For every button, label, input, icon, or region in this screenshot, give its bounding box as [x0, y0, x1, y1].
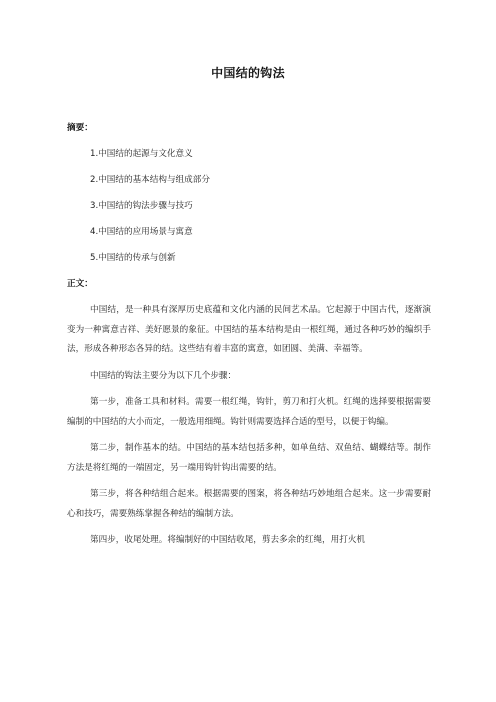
body-paragraph: 中国结，是一种具有深厚历史底蕴和文化内涵的民间艺术品。它起源于中国古代，逐渐演变为一种寓意吉祥、美好愿景的象征。中国结的基本结构是由一根红绳，通过各种巧妙的编织手法，形成各种形态各异的结。这些结有着丰富的寓意，如团圆、美满、幸福等。 [67, 305, 431, 354]
body-paragraph: 中国结的钩法主要分为以下几个步骤： [90, 370, 237, 381]
outline-item: 3.中国结的钩法步骤与技巧 [90, 201, 193, 211]
outline-item: 5.中国结的传承与创新 [90, 253, 176, 263]
body-label: 正文： [67, 279, 93, 289]
outline-item: 1.中国结的起源与文化意义 [90, 149, 193, 159]
body-paragraph: 第三步，将各种结组合起来。根据需要的图案，将各种结巧妙地组合起来。这一步需要耐心和技巧，需要熟练掌握各种结的编制方法。 [67, 489, 431, 519]
body-paragraph: 第一步，准备工具和材料。需要一根红绳，钩针，剪刀和打火机。红绳的选择要根据需要编制的中国结的大小而定，一般选用细绳。钩针则需要选择合适的型号，以便于钩编。 [67, 397, 431, 427]
outline-item: 2.中国结的基本结构与组成部分 [90, 175, 210, 185]
document-content [67, 119, 431, 558]
document-title: 中国结的钩法 [211, 66, 285, 80]
outline-list [67, 145, 431, 267]
abstract-label: 摘要： [67, 123, 93, 133]
body-paragraph: 第二步，制作基本的结。中国结的基本结包括多种，如单鱼结、双鱼结、蝴蝶结等。制作方法是将红绳的一端固定，另一端用钩针钩出需要的结。 [67, 443, 431, 473]
body-paragraph: 第四步，收尾处理。将编制好的中国结收尾，剪去多余的红绳，用打火机 [90, 535, 366, 545]
outline-item: 4.中国结的应用场景与寓意 [90, 227, 193, 237]
